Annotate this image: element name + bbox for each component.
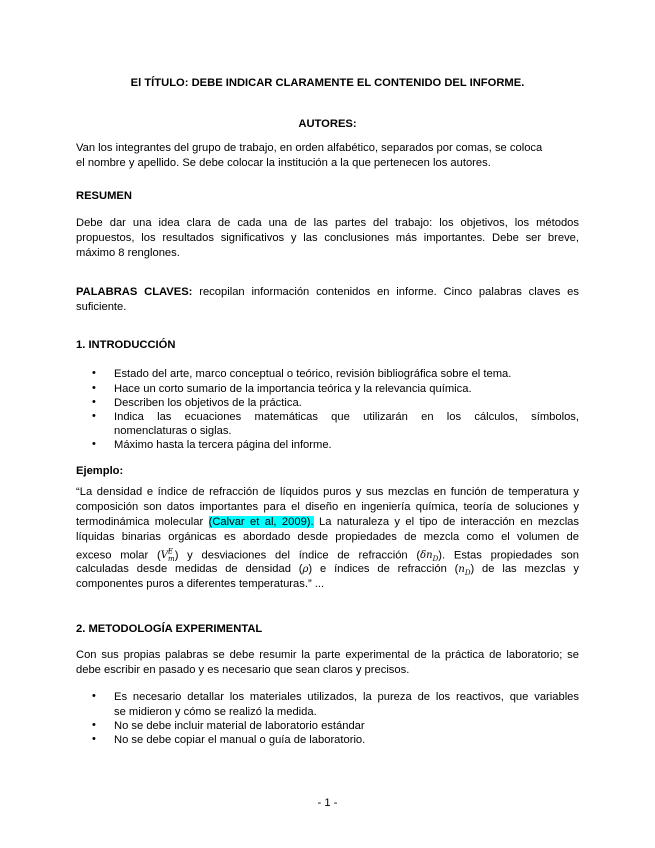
intro-heading: 1. INTRODUCCIÓN <box>76 339 176 351</box>
metodo-heading: 2. METODOLOGÍA EXPERIMENTAL <box>76 623 263 635</box>
palabras-text: recopilan información contenidos en informe. Cinco palabras claves es <box>192 286 579 298</box>
ejemplo-line-2: composición son datos importantes para el diseño en ingeniería química, teoría de soluciones y <box>76 501 579 513</box>
bullet-icon: • <box>92 733 96 745</box>
intro-bullet-4-line-2: nomenclaturas o siglas. <box>114 425 232 437</box>
resumen-heading: RESUMEN <box>76 190 132 202</box>
math-excess-volume: $V^E_m$ <box>160 548 175 564</box>
intro-bullet-3: Describen los objetivos de la práctica. <box>114 397 302 409</box>
ejemplo-text: ) e índices de refracción ( <box>308 563 459 575</box>
bullet-icon: • <box>92 367 96 379</box>
palabras-line-2: suficiente. <box>76 301 127 313</box>
metodo-line-2: debe escribir en pasado y es necesario que sean claros y precisos. <box>76 664 410 676</box>
intro-bullet-5: Máximo hasta la tercera página del informe. <box>114 439 332 451</box>
authors-text-line-1: Van los integrantes del grupo de trabajo, en orden alfabético, separados por comas, se coloca <box>76 142 543 154</box>
resumen-line-1: Debe dar una idea clara de cada una de las partes del trabajo: los objetivos, los métodos <box>76 217 579 229</box>
math-refractive-index: $n_D$ <box>458 564 471 577</box>
intro-bullet-4-line-1: Indica las ecuaciones matemáticas que utilizarán en los cálculos, símbolos, <box>114 411 579 423</box>
bullet-icon: • <box>92 382 96 394</box>
math-refractive-deviation: $\delta n_D$ <box>420 550 439 564</box>
bullet-icon: • <box>92 690 96 702</box>
ejemplo-text: La naturaleza y el tipo de interacción en mezclas <box>313 516 579 528</box>
ejemplo-line-7: componentes puros a diferentes temperaturas.” ... <box>76 578 325 590</box>
authors-heading: AUTORES: <box>298 118 357 130</box>
ejemplo-text: ) de las mezclas y <box>470 563 579 575</box>
citation-highlight: (Calvar et al, 2009). <box>208 516 314 528</box>
ejemplo-text: termodinámica molecular <box>76 516 209 528</box>
bullet-icon: • <box>92 719 96 731</box>
bullet-icon: • <box>92 410 96 422</box>
ejemplo-text: ). Estas propiedades son <box>438 549 579 562</box>
bullet-icon: • <box>92 438 96 450</box>
metodo-bullet-1-line-2: se midieron y cómo se realizó la medida. <box>114 706 317 718</box>
metodo-bullet-3: No se debe copiar el manual o guía de laboratorio. <box>114 734 366 746</box>
ejemplo-text: calculadas desde medidas de densidad ( <box>76 563 303 575</box>
ejemplo-line-4: líquidas binarias orgánicas es abordado desde propiedades de mezcla como el volumen de <box>76 531 579 543</box>
math-density: ρ <box>302 564 309 575</box>
ejemplo-heading: Ejemplo: <box>76 465 124 477</box>
resumen-line-2: propuestos, los resultados significativos y las conclusiones más importantes. Debe ser breve, <box>76 232 579 244</box>
ejemplo-text: exceso molar ( <box>76 549 161 562</box>
ejemplo-line-1: “La densidad e índice de refracción de líquidos puros y sus mezclas en función de temperatura y <box>76 486 579 498</box>
ejemplo-text: ) y desviaciones del índice de refracción ( <box>174 549 421 562</box>
intro-bullet-2: Hace un corto sumario de la importancia teórica y la relevancia química. <box>114 383 472 395</box>
metodo-line-1: Con sus propias palabras se debe resumir la parte experimental de la práctica de laboratorio; se <box>76 649 579 661</box>
intro-bullet-1: Estado del arte, marco conceptual o teórico, revisión bibliográfica sobre el tema. <box>114 368 512 380</box>
bullet-icon: • <box>92 396 96 408</box>
metodo-bullet-2: No se debe incluir material de laboratorio estándar <box>114 720 365 732</box>
resumen-line-3: máximo 8 renglones. <box>76 247 180 259</box>
authors-text-line-2: el nombre y apellido. Se debe colocar la institución a la que pertenecen los autores. <box>76 157 491 169</box>
metodo-bullet-1-line-1: Es necesario detallar los materiales utilizados, la pureza de los reactivos, que variables <box>114 691 579 703</box>
palabras-line-1 <box>76 285 579 300</box>
document-title: El TÍTULO: DEBE INDICAR CLARAMENTE EL CONTENIDO DEL INFORME. <box>130 77 525 89</box>
palabras-label: PALABRAS CLAVES: <box>76 286 193 298</box>
page-number: - 1 - <box>317 797 338 809</box>
ejemplo-line-3 <box>76 515 579 530</box>
